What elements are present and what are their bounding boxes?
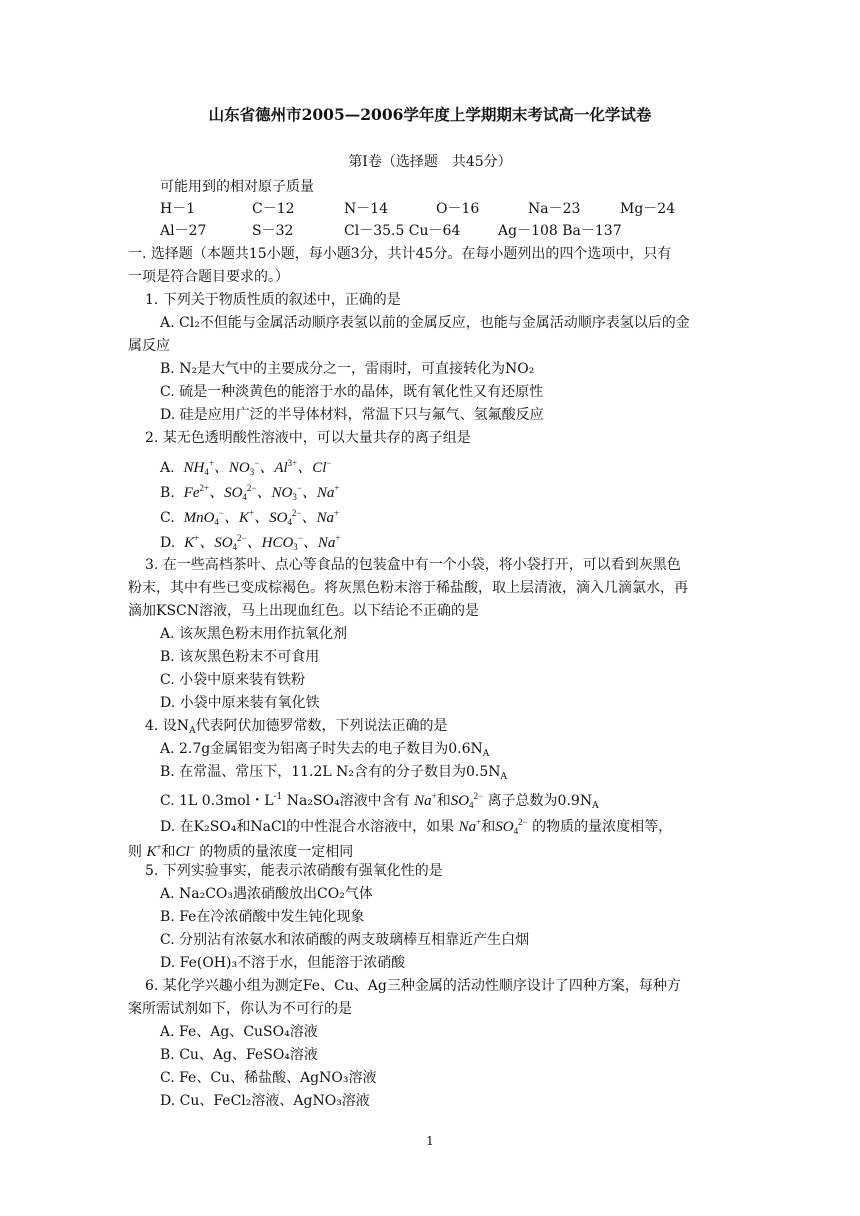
q4-option-b: B. 在常温、常压下，11.2L N₂含有的分子数目为$0.5N_A$ bbox=[160, 764, 507, 782]
q1-option-a-line2: 属反应 bbox=[128, 338, 170, 354]
atomic-mass-intro: 可能用到的相对原子质量 bbox=[160, 179, 314, 195]
q1-option-d: D. 硅是应用广泛的半导体材料，常温下只与氟气、氢氟酸反应 bbox=[160, 407, 544, 423]
atomic-mass-cl-cu: Cl－35.5 Cu－64 bbox=[344, 223, 461, 239]
q5-option-d: D. Fe(OH)₃不溶于水，但能溶于浓硝酸 bbox=[160, 955, 406, 971]
q2-option-c-ions: MnO$_4$−、K+、$SO_4^{2-}$、Na+ bbox=[183, 508, 340, 527]
q6-stem-line2: 案所需试剂如下，你认为不可行的是 bbox=[128, 1001, 352, 1017]
q2-option-d-ions: K+、$SO_4^{2-}$、$HCO_3^-$、Na+ bbox=[184, 533, 341, 552]
q3-option-c: C. 小袋中原来装有铁粉 bbox=[160, 672, 306, 688]
q4-option-c-sulfate-ion: $SO_4^{2-}$ bbox=[450, 791, 484, 810]
q5-stem: 5. 下列实验事实，能表示浓硝酸有强氧化性的是 bbox=[145, 863, 443, 879]
atomic-mass-al: Al－27 bbox=[160, 223, 207, 239]
q2-stem: 2. 某无色透明酸性溶液中，可以大量共存的离子组是 bbox=[145, 430, 471, 446]
q2-option-c bbox=[160, 504, 339, 531]
q3-stem-line1: 3. 在一些高档茶叶、点心等食品的包装盒中有一个小袋，将小袋打开，可以看到灰黑色 bbox=[145, 557, 681, 573]
q3-option-b: B. 该灰黑色粉末不可食用 bbox=[160, 649, 320, 665]
q4-option-d-k-ion: K+ bbox=[146, 842, 162, 860]
q4-option-d-line2-head: 则 bbox=[128, 844, 142, 860]
q4-option-d-line2 bbox=[128, 838, 353, 861]
q1-option-a-line1: A. Cl₂不但能与金属活动顺序表氢以前的金属反应，也能与金属活动顺序表氢以后的金 bbox=[160, 315, 690, 331]
section-title: 第I卷（选择题 共45分） bbox=[348, 154, 512, 170]
q5-option-b: B. Fe在冷浓硝酸中发生钝化现象 bbox=[160, 909, 365, 925]
q4-option-c bbox=[160, 787, 599, 815]
q2-option-d bbox=[160, 529, 340, 556]
q5-option-a: A. Na₂CO₃遇浓硝酸放出CO₂气体 bbox=[160, 886, 373, 902]
atomic-mass-na: Na－23 bbox=[528, 201, 581, 217]
atomic-mass-s: S－32 bbox=[252, 223, 294, 239]
atomic-mass-o: O－16 bbox=[436, 201, 480, 217]
atomic-mass-h: H－1 bbox=[160, 201, 196, 217]
q2-option-b-ions: $Fe^{2+}$、$SO_4^{2-}$、$NO_3^-$、Na+ bbox=[183, 483, 340, 502]
q1-option-b: B. N₂是大气中的主要成分之一，雷雨时，可直接转化为NO₂ bbox=[160, 361, 535, 377]
q3-stem-line2: 粉末，其中有些已变成棕褐色。将灰黑色粉末溶于稀盐酸，取上层清液，滴入几滴氯水，再 bbox=[128, 580, 688, 596]
q4-option-d-na-ion: Na+ bbox=[458, 817, 482, 835]
q4-option-a: A. 2.7g金属铝变为铝离子时失去的电子数目为$0.6N_A$ bbox=[160, 741, 490, 759]
q4-option-d-and-2: 和 bbox=[161, 844, 176, 860]
q4-option-c-tail: 离子总数为$0.9N_A$ bbox=[487, 793, 599, 811]
q2-option-a-label: A. bbox=[160, 460, 175, 476]
q4-option-d-head: D. 在K₂SO₄和NaCl的中性混合水溶液中，如果 bbox=[160, 819, 455, 835]
atomic-mass-ag-ba: Ag－108 Ba－137 bbox=[498, 223, 622, 239]
q6-option-d: D. Cu、FeCl₂溶液、AgNO₃溶液 bbox=[160, 1093, 370, 1109]
q4-option-c-na-ion: Na+ bbox=[414, 791, 437, 809]
page-number: 1 bbox=[426, 1134, 434, 1148]
q6-stem-line1: 6. 某化学兴趣小组为测定Fe、Cu、Ag三种金属的活动性顺序设计了四种方案，每种方 bbox=[145, 978, 681, 994]
atomic-mass-c: C－12 bbox=[252, 201, 295, 217]
q4-stem: 4. 设$N_A$代表阿伏加德罗常数，下列说法正确的是 bbox=[145, 718, 448, 736]
atomic-mass-mg: Mg－24 bbox=[620, 201, 676, 217]
exam-title: 山东省德州市2005—2006学年度上学期期末考试高一化学试卷 bbox=[208, 105, 652, 124]
atomic-mass-row-1 bbox=[0, 200, 860, 218]
q4-option-d-line1 bbox=[160, 813, 672, 840]
q4-option-d-cl-ion: Cl− bbox=[175, 842, 195, 860]
q2-option-b-label: B. bbox=[160, 485, 175, 501]
q3-option-a: A. 该灰黑色粉末用作抗氧化剂 bbox=[160, 626, 348, 642]
q5-option-c: C. 分别沾有浓氨水和浓硝酸的两支玻璃棒互相靠近产生白烟 bbox=[160, 932, 530, 948]
q4-option-d-sulfate-ion: $SO_4^{2-}$ bbox=[495, 817, 528, 836]
q3-stem-line3: 滴加KSCN溶液，马上出现血红色。以下结论不正确的是 bbox=[128, 603, 480, 619]
part1-instructions-line2: 一项是符合题目要求的。） bbox=[128, 269, 289, 285]
q1-option-c: C. 硫是一种淡黄色的能溶于水的晶体，既有氧化性又有还原性 bbox=[160, 384, 544, 400]
q4-option-d-line1-tail: 的物质的量浓度相等， bbox=[532, 819, 673, 835]
q4-option-c-head: C. 1L 0.3mol・$L^{-1}$ Na₂SO₄溶液中含有 bbox=[160, 792, 410, 809]
q4-option-d-line2-tail: 的物质的量浓度一定相同 bbox=[199, 844, 354, 860]
q6-option-c: C. Fe、Cu、稀盐酸、AgNO₃溶液 bbox=[160, 1070, 377, 1086]
atomic-mass-row-2 bbox=[0, 222, 860, 240]
q4-option-c-and: 和 bbox=[436, 793, 451, 809]
q2-option-a-ions: $NH_4^+$、$NO_3^-$、$Al^{3+}$、Cl− bbox=[183, 458, 332, 477]
q4-option-d-and-1: 和 bbox=[481, 819, 496, 835]
part1-instructions-line1: 一. 选择题（本题共15小题，每小题3分，共计45分。在每小题列出的四个选项中，只有 bbox=[128, 246, 672, 262]
q6-option-a: A. Fe、Ag、CuSO₄溶液 bbox=[160, 1024, 318, 1040]
q2-option-b bbox=[160, 479, 340, 506]
q6-option-b: B. Cu、Ag、FeSO₄溶液 bbox=[160, 1047, 318, 1063]
q1-stem: 1. 下列关于物质性质的叙述中，正确的是 bbox=[145, 292, 401, 308]
q3-option-d: D. 小袋中原来装有氧化铁 bbox=[160, 695, 320, 711]
q2-option-a bbox=[160, 454, 332, 481]
atomic-mass-n: N－14 bbox=[344, 201, 389, 217]
q2-option-c-label: C. bbox=[160, 510, 175, 526]
q2-option-d-label: D. bbox=[160, 535, 176, 551]
